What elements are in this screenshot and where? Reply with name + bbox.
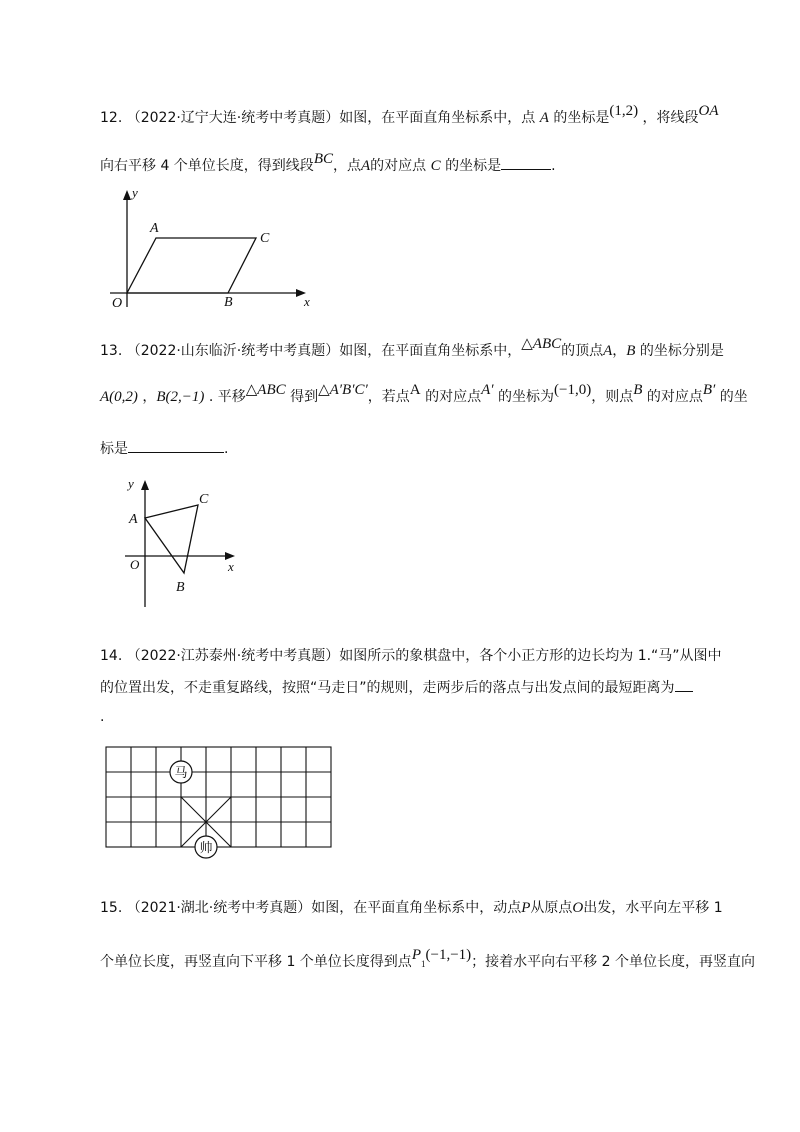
q13-y-label: y: [128, 476, 134, 491]
q14-number: 14.: [100, 648, 123, 664]
q12-y-label: y: [132, 185, 138, 200]
q12-coord-a: (1,2): [609, 103, 639, 119]
q12-point-c: C: [260, 231, 270, 246]
q12-origin-label: O: [112, 296, 123, 311]
q12-line1: 12. （2022·辽宁大连·统考中考真题）如图，在平面直角坐标系中，点 A 的坐标是(1,2) ，将线段OA: [100, 103, 719, 126]
q13-x-label: x: [228, 559, 234, 574]
q13-origin-label: O: [130, 557, 140, 572]
q15-line2: 个单位长度，再竖直向下平移 1 个单位长度得到点$P_1(-1,-1)$；接着水平向右平移 2 个单位长度，再竖直向: [100, 947, 755, 970]
general-piece: [195, 836, 217, 858]
q15-line1: 15. （2021·湖北·统考中考真题）如图，在平面直角坐标系中，动点P从原点O出发，水平向左平移 1: [100, 900, 723, 916]
svg-text:帅: 帅: [199, 841, 213, 856]
q13-source: （2022·山东临沂·统考中考真题）: [126, 343, 340, 359]
q15-number: 15.: [100, 900, 123, 916]
q13-line2: A(0,2) ，B(2,−1) . 平移△ABC 得到△A′B′C′，若点A 的对应点A′ 的坐标为(−1,0)，则点B 的对应点B′ 的坐: [100, 382, 748, 405]
q13-triangle: [145, 505, 198, 573]
q12-point-b: B: [224, 295, 233, 310]
q14-line2: 的位置出发，不走重复路线，按照“马走日”的规则，走两步后的落点与出发点间的最短距离为: [100, 677, 693, 698]
q13-number: 13.: [100, 343, 123, 359]
q13-line1: 13. （2022·山东临沂·统考中考真题）如图，在平面直角坐标系中，△ABC的顶点A，B 的坐标分别是: [100, 336, 724, 359]
q13-figure: [120, 472, 250, 612]
svg-text:马: 马: [174, 766, 188, 781]
q12-line2: 向右平移 4 个单位长度，得到线段BC，点A的对应点 C 的坐标是 .: [100, 151, 556, 174]
chessboard-figure: [100, 740, 340, 870]
q12-figure: [110, 185, 320, 310]
q14-line1: 14. （2022·江苏泰州·统考中考真题）如图所示的象棋盘中，各个小正方形的边长均为 1.“马”从图中: [100, 648, 722, 664]
q13-point-c: C: [199, 492, 209, 507]
q15-source: （2021·湖北·统考中考真题）: [126, 900, 312, 916]
q12-answer-blank[interactable]: [501, 155, 551, 170]
q12-source: （2022·辽宁大连·统考中考真题）: [126, 110, 340, 126]
q13-point-b: B: [176, 580, 185, 595]
q12-point-a: A: [150, 221, 159, 236]
q13-answer-blank[interactable]: [128, 438, 224, 453]
q14-answer-blank[interactable]: [675, 677, 693, 692]
q14-line3: .: [100, 709, 105, 725]
q12-x-label: x: [304, 294, 310, 309]
q14-source: （2022·江苏泰州·统考中考真题）: [126, 648, 340, 664]
q12-number: 12.: [100, 110, 123, 126]
q12-parallelogram: [127, 238, 256, 293]
q13-line3: 标是 .: [100, 438, 228, 459]
horse-piece: [170, 761, 192, 783]
q13-point-a: A: [129, 512, 138, 527]
